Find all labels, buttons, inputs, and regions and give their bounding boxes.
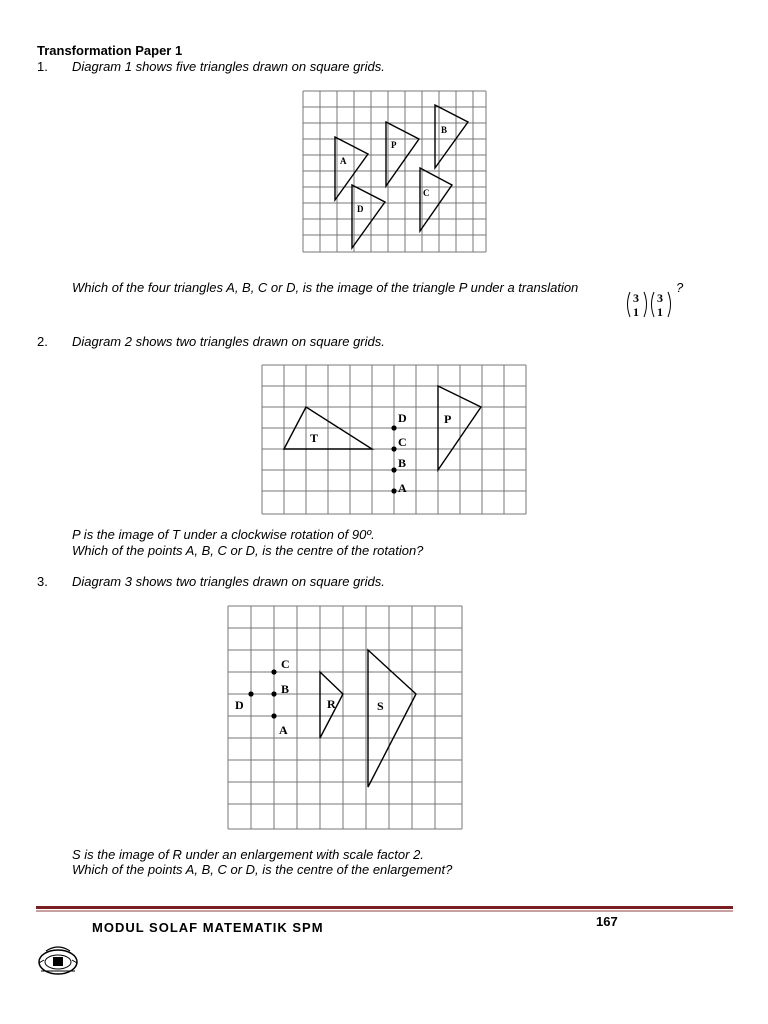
- q2-intro: Diagram 2 shows two triangles drawn on square grids.: [72, 334, 385, 349]
- q3-intro: Diagram 3 shows two triangles drawn on square grids.: [72, 574, 385, 589]
- footer-rule-dark: [36, 906, 733, 909]
- label-p2: P: [444, 412, 452, 426]
- label-c: C: [423, 188, 430, 198]
- triangle-d: [352, 185, 385, 248]
- label-c2: C: [398, 435, 407, 449]
- vector2-bottom: 1: [657, 305, 663, 319]
- q1-question-mark: ?: [676, 280, 684, 295]
- q3-line1: S is the image of R under an enlargement with scale factor 2.: [72, 847, 424, 862]
- label-b: B: [441, 125, 448, 135]
- label-a2: A: [398, 481, 407, 495]
- q1-number: 1.: [37, 59, 48, 74]
- triangle-c: [420, 168, 452, 231]
- page-number: 167: [596, 914, 618, 929]
- module-title: MODUL SOLAF MATEMATIK SPM: [92, 920, 324, 935]
- q1-intro: Diagram 1 shows five triangles drawn on square grids.: [72, 59, 385, 74]
- vector1-right-paren: [644, 292, 647, 317]
- vector2-left-paren: [652, 292, 655, 317]
- label-d: D: [357, 204, 364, 214]
- label-b3: B: [281, 682, 290, 696]
- point-c: [391, 446, 396, 451]
- triangle-b: [435, 105, 468, 168]
- triangle-p: [386, 122, 419, 186]
- label-a3: A: [279, 723, 288, 737]
- point-a: [391, 488, 396, 493]
- diagram-3: [226, 604, 466, 832]
- triangle-s: [368, 650, 416, 787]
- label-a: A: [340, 156, 347, 166]
- q2-number: 2.: [37, 334, 48, 349]
- point-a3: [271, 713, 276, 718]
- label-d3: D: [235, 698, 244, 712]
- q2-line1: P is the image of T under a clockwise rotation of 90º.: [72, 527, 375, 542]
- label-d2: D: [398, 411, 407, 425]
- diagram-3-grid: [228, 606, 462, 829]
- label-p: P: [391, 140, 397, 150]
- label-t: T: [310, 431, 319, 445]
- label-c3: C: [281, 657, 290, 671]
- diagram-1: [300, 88, 490, 258]
- vector1-top: 3: [633, 291, 639, 305]
- footer-rule-light: [36, 910, 733, 912]
- q3-number: 3.: [37, 574, 48, 589]
- diagram-1-grid: [303, 91, 486, 252]
- point-b3: [271, 691, 276, 696]
- label-s: S: [377, 699, 384, 713]
- point-d3: [248, 691, 253, 696]
- q2-line2: Which of the points A, B, C or D, is the centre of the rotation?: [72, 543, 424, 558]
- vector1-left-paren: [628, 292, 631, 317]
- translation-vector: [625, 290, 675, 320]
- label-b2: B: [398, 456, 407, 470]
- diagram-2: [260, 363, 530, 518]
- paper-title: Transformation Paper 1: [37, 43, 183, 58]
- q1-question: Which of the four triangles A, B, C or D, is the image of the triangle P under a translation: [72, 280, 579, 295]
- emblem-logo: [36, 943, 80, 977]
- vector2-top: 3: [657, 291, 663, 305]
- vector1-bottom: 1: [633, 305, 639, 319]
- vector2-right-paren: [668, 292, 671, 317]
- point-b: [391, 467, 396, 472]
- point-c3: [271, 669, 276, 674]
- q3-line2: Which of the points A, B, C or D, is the centre of the enlargement?: [72, 862, 453, 877]
- point-d: [391, 425, 396, 430]
- label-r: R: [327, 697, 336, 711]
